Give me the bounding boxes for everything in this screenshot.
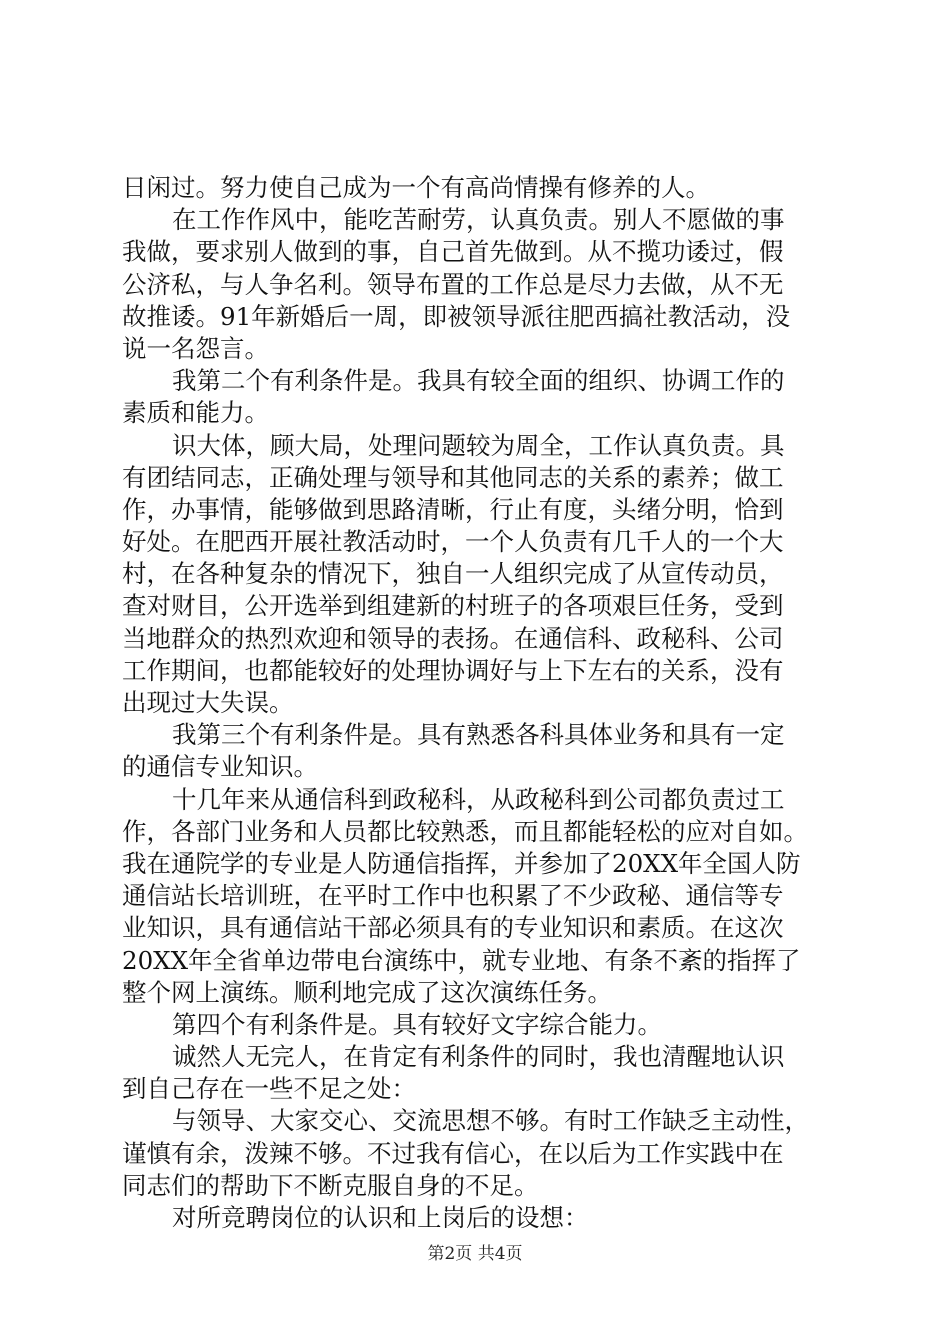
text-line: 在工作作风中，能吃苦耐劳，认真负责。别人不愿做的事	[172, 205, 785, 235]
text-line: 业知识，具有通信站干部必须具有的专业知识和素质。在这次	[122, 913, 784, 943]
text-line: 诚然人无完人，在肯定有利条件的同时，我也清醒地认识	[172, 1042, 785, 1072]
text-line: 我做，要求别人做到的事，自己首先做到。从不揽功诿过，假	[122, 237, 784, 267]
text-line: 第四个有利条件是。具有较好文字综合能力。	[172, 1009, 662, 1039]
text-line: 十几年来从通信科到政秘科，从政秘科到公司都负责过工	[172, 784, 785, 814]
text-line: 的通信专业知识。	[122, 752, 318, 782]
text-line: 识大体，顾大局，处理问题较为周全，工作认真负责。具	[172, 430, 785, 460]
text-line: 我在通院学的专业是人防通信指挥，并参加了20XX年全国人防	[122, 848, 801, 878]
text-line: 我第三个有利条件是。具有熟悉各科具体业务和具有一定	[172, 720, 785, 750]
page-footer: 第2页 共4页	[427, 1244, 523, 1264]
text-line: 谨慎有余，泼辣不够。不过我有信心，在以后为工作实践中在	[122, 1138, 784, 1168]
text-line: 20XX年全省单边带电台演练中，就专业地、有条不紊的指挥了	[122, 945, 801, 975]
text-line: 素质和能力。	[122, 398, 269, 428]
text-line: 与领导、大家交心、交流思想不够。有时工作缺乏主动性，	[172, 1106, 809, 1136]
text-line: 好处。在肥西开展社教活动时，一个人负责有几千人的一个大	[122, 527, 784, 557]
text-line: 作，各部门业务和人员都比较熟悉，而且都能轻松的应对自如。	[122, 816, 808, 846]
text-line: 通信站长培训班，在平时工作中也积累了不少政秘、通信等专	[122, 881, 784, 911]
text-line: 作，办事情，能够做到思路清晰，行止有度，头绪分明，恰到	[122, 494, 784, 524]
document-body	[122, 172, 842, 1234]
text-line: 公济私，与人争名利。领导布置的工作总是尽力去做，从不无	[122, 269, 784, 299]
text-line: 说一名怨言。	[122, 333, 269, 363]
text-line: 到自己存在一些不足之处：	[122, 1074, 416, 1104]
text-line: 同志们的帮助下不断克服自身的不足。	[122, 1170, 539, 1200]
text-line: 查对财目，公开选举到组建新的村班子的各项艰巨任务，受到	[122, 591, 784, 621]
text-line: 当地群众的热烈欢迎和领导的表扬。在通信科、政秘科、公司	[122, 623, 784, 653]
text-line: 出现过大失误。	[122, 688, 294, 717]
text-line: 整个网上演练。顺利地完成了这次演练任务。	[122, 977, 612, 1007]
text-line: 日闲过。努力使自己成为一个有高尚情操有修养的人。	[122, 173, 710, 202]
text-line: 有团结同志，正确处理与领导和其他同志的关系的素养；做工	[122, 462, 784, 492]
text-line: 我第二个有利条件是。我具有较全面的组织、协调工作的	[172, 366, 785, 396]
text-line: 工作期间，也都能较好的处理协调好与上下左右的关系，没有	[122, 655, 784, 685]
text-line: 故推诿。91年新婚后一周，即被领导派往肥西搞社教活动，没	[122, 301, 791, 331]
text-line: 对所竞聘岗位的认识和上岗后的设想：	[172, 1203, 589, 1232]
text-line: 村，在各种复杂的情况下，独自一人组织完成了从宣传动员，	[122, 559, 784, 589]
